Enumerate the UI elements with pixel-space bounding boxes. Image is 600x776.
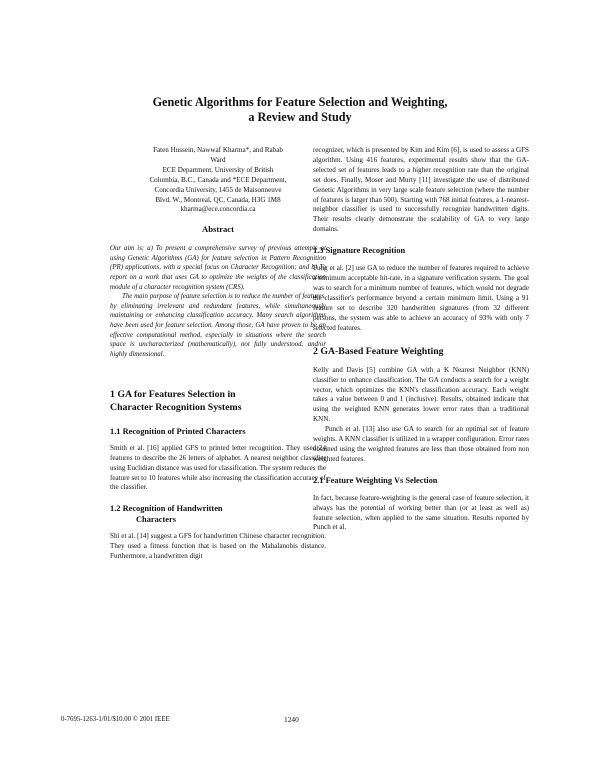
abstract-heading: Abstract xyxy=(202,224,234,235)
section-1-heading xyxy=(110,389,326,413)
author-line: Ward xyxy=(210,155,226,164)
page-number: 1240 xyxy=(284,715,299,724)
paper-title xyxy=(100,95,500,125)
section-2-paragraph: Kelly and Davis [5] combine GA with a K Nearest Neighbor (KNN) classifier to enhance classification. The GA conducts a search for a weight vector, which optimizes the KNN's classification accuracy. Each weight takes a value between 0 and 1 (inclusive). Results, obtained indicate that using the weighted KNN generates lower error rates than a traditional KNN. xyxy=(313,365,529,424)
continued-paragraph: recognizer, which is presented by Kim and Kim [6], is used to assess a GFS algorithm. Using 416 features, experimental results show that the GA-selected set of features leads to a higher recognition rate than the original set does. Finally, Moser and Murty [11] investigate the use of distributed Genetic Algorithms in very large scale feature selection (where the number of features is larger than 500). Starting with 768 initial features, a 1-nearest-neighbor classifier is used to successfully recognize handwritten digits. Their results clearly demonstrate the scalability of GA to very large domains. xyxy=(313,146,529,234)
subsection-1-2-heading-part: Handwritten xyxy=(176,504,223,514)
author-line: Faten Hussein, Nawwaf Kharma*, and Rabab xyxy=(153,146,283,154)
right-column xyxy=(313,146,529,533)
subsection-1-3-heading: 1.3 Signature Recognition xyxy=(313,246,406,256)
subsection-1-1-heading: 1.1 Recognition of Printed Characters xyxy=(110,426,246,436)
subsection-1-2-heading xyxy=(110,503,326,525)
affiliation-line: ECE Department, University of British xyxy=(162,165,274,174)
section-1-heading-line: Character Recognition Systems xyxy=(110,401,242,413)
subsection-1-3-text: Fung et al. [2] use GA to reduce the number of features required to achieve a minimum acceptable hit-rate, in a signature verification system. The goal was to search for a minimum number of features, which would not degrade the classifier's performance beyond a certain minimum limit. Using a 91 feature set to describe 320 handwritten signatures (from 32 different persons, the system was able to achieve an accuracy of 93% with only 7 selected features. xyxy=(313,264,529,332)
title-line-1: Genetic Algorithms for Feature Selection and Weighting, xyxy=(152,95,448,109)
copyright-footer: 0-7695-1263-1/01/$10.00 © 2001 IEEE xyxy=(61,716,170,723)
section-2-paragraph: Punch et al. [13] also use GA to search for an optimal set of feature weights. A KNN classifier is utilized in a wrapper configuration. Error rates obtained using the weighted features are less than those obtained from non weighted features. xyxy=(313,425,529,463)
title-line-2: a Review and Study xyxy=(248,110,352,124)
author-email: kharma@ece.concordia.ca xyxy=(180,205,256,214)
abstract-paragraph: Our aim is: a) To present a comprehensive survey of previous attempts at using Genetic Algorithms (GA) for feature selection in Pattern Recognition (PR) applications, with a special focus on Character Recognition; and b) To report on a work that uses GA to optimize the weights of the classification module of a character recognition system (CRS). xyxy=(110,245,326,291)
subsection-1-1-text: Smith et al. [16] applied GFS to printed letter recognition. They used 24 features to describe the 26 letters of alphabet. A nearest neighbor classifier using Euclidian distance was used for classification. The system reduces the feature set to 10 features while also increasing the classification accuracy of the classifier. xyxy=(110,443,326,492)
subsection-2-1-heading: 2.1 Feature Weighting Vs Selection xyxy=(313,475,438,485)
abstract-paragraph: The main purpose of feature selection is to reduce the number of features, by eliminating irrelevant and redundant features, while simultaneously maintaining or enhancing classification accuracy. Many search algorithms have been used for feature selection. Among those, GA have proven to be an effective computational method, especially in situations where the search space is uncharacterized (mathematically), not fully understood, and/or highly dimensional. xyxy=(110,293,326,358)
affiliation-line: Columbia, B.C., Canada and *ECE Department, xyxy=(149,175,287,184)
subsection-1-2-heading-part: 1.2 Recognition of xyxy=(110,504,175,514)
left-column xyxy=(110,146,326,562)
section-2-heading: 2 GA-Based Feature Weighting xyxy=(313,345,444,357)
subsection-1-2-text: Shi et al. [14] suggest a GFS for handwritten Chinese character recognition. They used a fitness function that is based on the Mahalanobis distance. Furthermore, a handwritten digit xyxy=(110,532,326,561)
subsection-1-2-heading-part: Characters xyxy=(136,515,176,525)
subsection-2-1-text: In fact, because feature-weighting is the general case of feature selection, it always has the potential of working better than (or at least as well as) feature selection, when applied to the same situation. Results reported by Punch et al. xyxy=(313,493,529,532)
author-block xyxy=(110,146,326,215)
affiliation-line: Concordia University, 1455 de Maisonneuve xyxy=(154,185,282,194)
section-1-heading-line: 1 GA for Features Selection in xyxy=(110,389,236,401)
abstract-body xyxy=(110,244,326,359)
affiliation-line: Blvd. W., Montreal, QC, Canada, H3G 1M8 xyxy=(155,195,281,204)
